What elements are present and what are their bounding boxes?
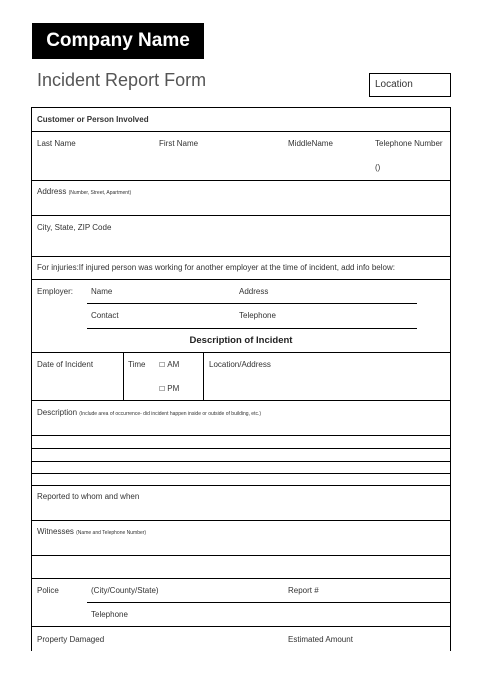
- divider: [32, 626, 450, 627]
- address-hint: (Number, Street, Apartment): [68, 190, 132, 196]
- report-number-label: Report #: [288, 586, 319, 595]
- time-label: Time: [128, 360, 146, 369]
- customer-section-title: Customer or Person Involved: [37, 115, 149, 124]
- divider: [32, 448, 450, 449]
- divider: [32, 485, 450, 486]
- first-name-label: First Name: [159, 139, 199, 148]
- company-name: Company Name: [46, 30, 190, 51]
- employer-telephone-label: Telephone: [239, 311, 276, 320]
- address-text: Address: [37, 187, 67, 196]
- divider: [32, 435, 450, 436]
- location-field[interactable]: [369, 73, 451, 97]
- telephone-number-label: Telephone Number: [375, 139, 443, 148]
- form-title: Incident Report Form: [37, 70, 207, 90]
- divider: [123, 352, 124, 400]
- description-text: Description: [37, 408, 78, 417]
- estimated-amount-label: Estimated Amount: [288, 635, 353, 644]
- address-label: [37, 187, 131, 196]
- divider: [32, 473, 450, 474]
- middle-name-label: MiddleName: [288, 139, 333, 148]
- divider: [32, 131, 450, 132]
- divider: [203, 352, 204, 400]
- divider: [32, 520, 450, 521]
- contact-label: Contact: [91, 311, 119, 320]
- employer-address-label: Address: [239, 287, 269, 296]
- company-logo: [32, 23, 204, 59]
- witnesses-hint: (Name and Telephone Number): [76, 530, 147, 536]
- last-name-label: Last Name: [37, 139, 76, 148]
- divider: [32, 256, 450, 257]
- am-checkbox[interactable]: ☐: [159, 361, 166, 369]
- phone-parens: (): [375, 163, 381, 172]
- divider: [32, 279, 450, 280]
- divider: [32, 180, 450, 181]
- incident-section-title: Description of Incident: [189, 335, 293, 346]
- police-telephone-label: Telephone: [91, 610, 128, 619]
- location-address-label: Location/Address: [209, 360, 271, 369]
- divider: [87, 303, 417, 304]
- employer-name-label: Name: [91, 287, 113, 296]
- police-label: Police: [37, 586, 59, 595]
- city-state-zip-label: City, State, ZIP Code: [37, 223, 112, 232]
- date-of-incident-label: Date of Incident: [37, 360, 94, 369]
- incident-form: [31, 107, 451, 667]
- divider: [87, 328, 417, 329]
- divider: [32, 461, 450, 462]
- description-hint: (Include area of occurrence- did incident happen inside or outside of building, etc.): [79, 411, 262, 417]
- am-option[interactable]: [159, 360, 179, 369]
- divider: [32, 578, 450, 579]
- pm-label: PM: [167, 384, 180, 393]
- pm-checkbox[interactable]: ☐: [159, 385, 166, 393]
- location-label: Location: [375, 79, 413, 90]
- injuries-note: For injuries:If injured person was working for another employer at the time of incident, add info below:: [37, 263, 395, 272]
- description-label: [37, 408, 261, 417]
- page-bottom-margin: [0, 651, 487, 692]
- divider: [32, 215, 450, 216]
- reported-to-label: Reported to whom and when: [37, 492, 140, 501]
- witnesses-label: [37, 527, 146, 536]
- pm-option[interactable]: [159, 384, 179, 393]
- jurisdiction-label: (City/County/State): [91, 586, 159, 595]
- divider: [87, 602, 450, 603]
- witnesses-text: Witnesses: [37, 527, 74, 536]
- divider: [32, 352, 450, 353]
- employer-label: Employer:: [37, 287, 74, 296]
- divider: [32, 555, 450, 556]
- property-damaged-label: Property Damaged: [37, 635, 105, 644]
- am-label: AM: [167, 360, 180, 369]
- divider: [32, 400, 450, 401]
